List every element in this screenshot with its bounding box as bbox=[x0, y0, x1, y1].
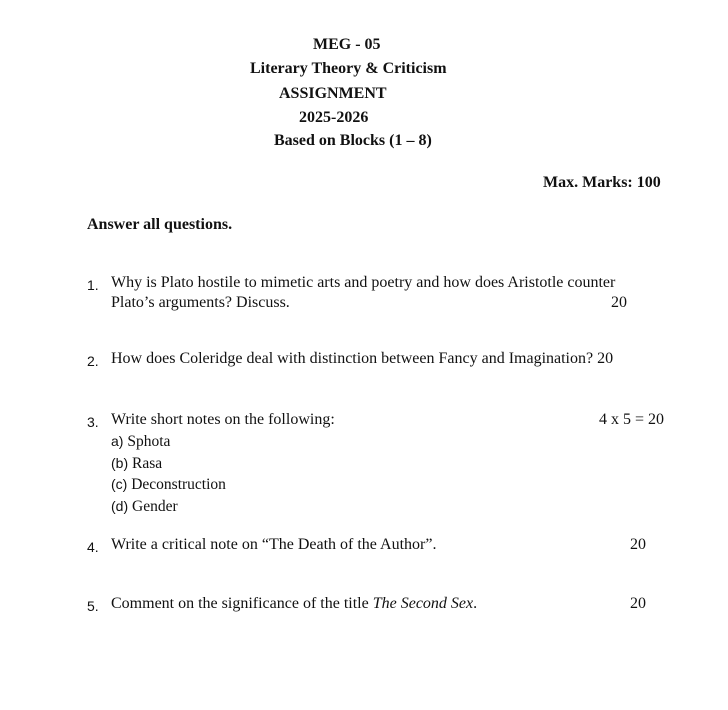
question-marks: 20 bbox=[611, 294, 627, 311]
question-text: Write short notes on the following: bbox=[111, 411, 335, 428]
course-title: Literary Theory & Criticism bbox=[250, 60, 447, 77]
instruction: Answer all questions. bbox=[87, 216, 233, 233]
course-code: MEG - 05 bbox=[313, 36, 381, 53]
sub-item-label: (c) bbox=[111, 476, 128, 492]
question-number: 4. bbox=[87, 539, 99, 555]
question-marks: 20 bbox=[630, 595, 646, 612]
question-number: 2. bbox=[87, 353, 99, 369]
question-marks: 20 bbox=[630, 536, 646, 553]
question-text bbox=[111, 595, 477, 613]
sub-item bbox=[111, 476, 226, 494]
sub-item-text: Deconstruction bbox=[131, 476, 226, 493]
question-text-continued: Plato’s arguments? Discuss. bbox=[111, 294, 290, 311]
session-year: 2025-2026 bbox=[299, 109, 369, 126]
question-number: 3. bbox=[87, 414, 99, 430]
book-title: The Second Sex bbox=[372, 595, 474, 612]
question-text: How does Coleridge deal with distinction between Fancy and Imagination? 20 bbox=[111, 350, 614, 367]
sub-item-label: (d) bbox=[111, 498, 129, 514]
question-number: 1. bbox=[87, 277, 99, 293]
sub-item bbox=[111, 498, 178, 516]
sub-item bbox=[111, 433, 170, 451]
sub-item-label: a) bbox=[111, 433, 124, 449]
max-marks: Max. Marks: 100 bbox=[543, 174, 661, 191]
sub-item-label: (b) bbox=[111, 455, 129, 471]
sub-item bbox=[111, 455, 162, 473]
question-text: Why is Plato hostile to mimetic arts and poetry and how does Aristotle counter bbox=[111, 274, 616, 291]
question-marks: 4 x 5 = 20 bbox=[599, 411, 665, 428]
question-text-before: Comment on the significance of the title bbox=[111, 595, 373, 612]
question-text: Write a critical note on “The Death of the Author”. bbox=[111, 536, 437, 553]
sub-item-text: Rasa bbox=[132, 455, 163, 472]
blocks-coverage: Based on Blocks (1 – 8) bbox=[274, 132, 432, 149]
sub-item-text: Gender bbox=[132, 498, 178, 515]
question-text-after: . bbox=[473, 595, 478, 612]
question-number: 5. bbox=[87, 598, 99, 614]
document-type: ASSIGNMENT bbox=[279, 85, 387, 102]
sub-item-text: Sphota bbox=[127, 433, 171, 450]
